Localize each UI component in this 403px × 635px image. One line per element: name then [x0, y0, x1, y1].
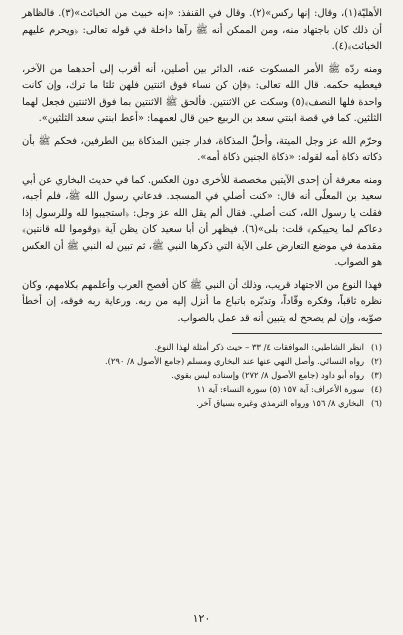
page-number: ١٢٠	[192, 612, 211, 625]
paragraph-4: ومنه معرفة أن إحدى الآيتين مخصصة للأخرى دون العكس. كما في حديث البخاري عن أبي سعيد بن المعلّى أنه قال: «كنت أصلي في المسجد. فدعاني رسول الله ﷺ، فلم أجبه، فقلت يا رسول الله، كنت أصلي. فقال ألم يقل الله عز وجل: ﴿استجيبوا لله وللرسول إذا دعاكم لما يحييكم﴾ قلت: بلى»(٦). فيظهر أن أبا سعيد كان يظن آية ﴿وقوموا لله قانتين﴾ مقدمة في موضع التعارض على الآية التي ذكرها النبي ﷺ، ثم تبين له النبي ﷺ أن العكس هو الصواب.	[22, 174, 382, 268]
footnote-text: انظر الشاطبي: الموافقات ٤/ ٣٣ – حيث ذكر أمثلة لهذا النوع.	[154, 342, 364, 352]
paragraph-2: ومنه ردّه ﷺ الأمر المسكوت عنه، الدائر بين أصلين، أنه أقرب إلى أحدهما من الآخر، فيعطيه حكمه. قال الله تعالى: ﴿فإن كن نساء فوق اثنتين فلهن ثلثا ما ترك، وإن كانت واحدة فلها النصف﴾(٥) وسكت عن الاثنتين. فألحق ﷺ الاثنتين بما فوق الاثنتين فجعل لهما الثلثين. كما في قصة ابنتي سعد بن الربيع حين قال لعمهما: «أعط ابنتي سعد الثلثين».	[22, 63, 382, 124]
footnotes	[22, 340, 382, 410]
footnote-item	[22, 382, 382, 396]
footnote-text: سورة الأعراف: آية ١٥٧ (٥) سورة النساء: آية ١١	[196, 384, 364, 394]
footnote-number: (١)	[370, 342, 382, 352]
footnote-number: (٦)	[370, 398, 382, 408]
footnote-number: (٤)	[370, 384, 382, 394]
footnote-text: رواه أبو داود (جامع الأصول ٨/ ٢٧٢) وإسناده ليس بقوي.	[171, 370, 364, 380]
footnote-number: (٢)	[370, 356, 382, 366]
footnote-divider	[232, 333, 382, 334]
footnote-item	[22, 354, 382, 368]
book-page	[22, 6, 382, 628]
footnote-text: رواه النسائي. وأصل النهي عنها عند البخاري ومسلم (جامع الأصول ٨/ ٢٩٠).	[104, 356, 364, 366]
paragraph-5: فهذا النوع من الاجتهاد قريب، وذلك أن النبي ﷺ كان أفصح العرب وأعلمهم بكلامهم، وكان نظره ثاقباً، وفكره وقّاداً، وتدبّره باتباع ما أنزل إليه من ربه. ورعاية ربه فوقه، إن أخطأ صوّبه، وإن لم يصحح له يتبين أنه قد عمل بالصواب.	[22, 279, 382, 324]
paragraph-1: الأهليّة(١)، وقال: إنها ركس»(٢). وقال في القنفذ: «إنه خبيث من الخبائث»(٣). فالظاهر أن ذلك كان باجتهاد منه، ومن الممكن أنه ﷺ رآها داخلة في قوله تعالى: ﴿ويحرم عليهم الخبائث﴾(٤).	[22, 8, 382, 52]
footnote-item	[22, 368, 382, 382]
footnote-number: (٣)	[370, 370, 382, 380]
footnote-text: البخاري ٨/ ١٥٦ ورواه الترمذي وغيره بسياق آخر.	[196, 398, 364, 408]
footnote-item	[22, 396, 382, 410]
footnote-item	[22, 340, 382, 354]
paragraph-3: وحرّم الله عز وجل الميتة، وأحلّ المذكاة، فدار جنين المذكاة بين الطرفين، فحكم ﷺ بأن ذكاته ذكاة أمه لقوله: «ذكاة الجنين ذكاة أمه».	[22, 135, 382, 163]
